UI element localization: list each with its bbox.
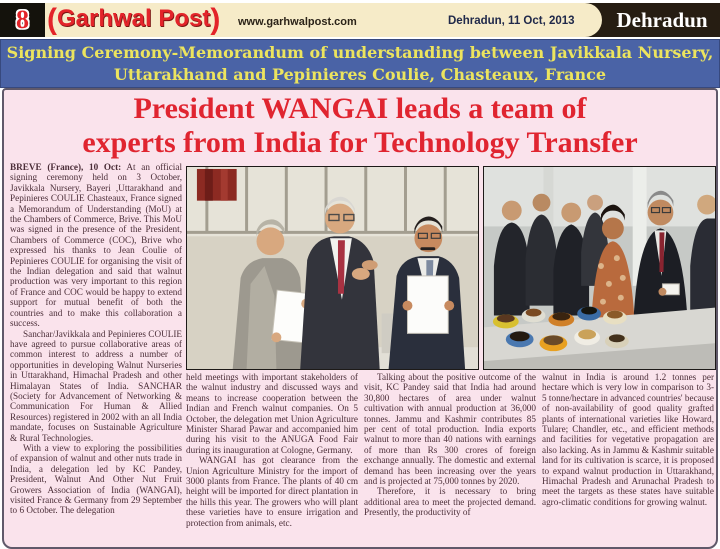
masthead-logo xyxy=(47,3,220,37)
photo-food-fair xyxy=(483,166,716,370)
article-column-2 xyxy=(186,372,358,547)
article-column-4 xyxy=(542,372,714,547)
page-number: 8 xyxy=(16,5,29,34)
photo-signing-ceremony xyxy=(186,166,479,370)
headline-line2: experts from India for Technology Transfer xyxy=(82,126,638,159)
paragraph-text: At an official signing ceremony held on 3 October, Javikkala Nursery, Bayeri ,Uttarakhand and Pepinieres COULIE Chasteaux, France signed a Memorandum of Understanding (MoU) at the Chambers of Commerce, Brive. This MoU was signed in the presence of the President, Chambers of Commerce (COC), Brive who expressed his thanks to Jean Coulie of Pepinieres COULIE for organising the visit of the Indian delegation and said that walnut production was very important to this region of France and COC would be happy to extend support for mutual benefit of both the countries and to make this collaboration a success. xyxy=(10,162,182,329)
website-url: www.garhwalpost.com xyxy=(238,16,357,28)
paragraph: Sanchar/Javikkala and Pepinieres COULIE have agreed to pursue collaborative areas of common interest to address a number of opportunities in developing Walnut Nurseries in Uttarakhand, Himachal Pradesh and other Himalayan States of India. SANCHAR (Society for Advancement of Networking & Communication For Human & Allied Resources) registered in 2002 with an all India mandate, focuses on Sustainable Agriculture & Rural Technologies. xyxy=(10,328,182,443)
article-headline xyxy=(4,92,716,160)
dateline-lead-in: BREVE (France), 10 Oct: xyxy=(10,162,122,172)
paragraph: walnut in India is around 1.2 tonnes per hectare which is very low in comparison to 3-5 tonne/hectare in advanced countries' because of non-availability of good quality grafted plants of international varieties like Howard, Tulare; Chandler, etc., and efficient methods and facilities for vegetative propagation are also lacking. As in Jammu & Kashmir suitable land for its cultivation is scarce, it is proposed to expand walnut production in Uttarakhand, Himachal Pradesh and Arunachal Pradesh to meet the targets as these states have suitable agro-climatic conditions for growing walnut. xyxy=(542,372,714,507)
headline-line1: President WANGAI leads a team of xyxy=(133,92,587,125)
masthead-paren-close: ) xyxy=(210,3,221,36)
food-fair-illustration xyxy=(484,167,715,369)
masthead-title: Garhwal Post xyxy=(57,5,211,32)
edition-name: Dehradun xyxy=(616,7,708,32)
page-number-box xyxy=(0,3,45,37)
masthead-paren-open: ( xyxy=(47,3,57,36)
paragraph xyxy=(10,162,182,329)
masthead-bar xyxy=(0,3,720,37)
subhead-line2: Uttarakhand and Pepinieres Coulie, Chasteaux, France xyxy=(113,64,607,84)
subhead-banner xyxy=(0,39,720,88)
paragraph: WANGAI has got clearance from the Union Agriculture Ministry for the import of 3000 plants from France. The plants of 40 cm height will be imported for direct plantation in the hills this year. The growers who will plant these varieties have to ensure irrigation and protection from animals, etc. xyxy=(186,455,358,528)
dateline: Dehradun, 11 Oct, 2013 xyxy=(448,15,575,27)
paragraph: Talking about the positive outcome of the visit, KC Pandey said that India had around 30,800 hectares of area under walnut cultivation with annual production at 36,000 tonnes. Jammu and Kashmir contributes 85 per cent of total production. India exports walnut to more than 40 nations with earnings of more than Rs 300 crores of foreign exchange annually. The domestic and external demand has been increasing over the years and is projected at 75,000 tonnes by 2020. xyxy=(364,372,536,487)
paragraph: held meetings with important stakeholders of the walnut industry and discussed ways and means to increase cooperation between the Indian and French walnut companies. On 5 October, the delegation met Union Agriculture Minister Sharad Pawar and accompanied him during his visit to the ANUGA Food Fair during its inauguration at Cologne, Germany. xyxy=(186,372,358,455)
article-column-3 xyxy=(364,372,536,547)
article-column-1 xyxy=(10,162,182,547)
signing-ceremony-illustration xyxy=(187,167,478,369)
article-frame xyxy=(2,88,718,549)
subhead-line1: Signing Ceremony-Memorandum of understanding between Javikkala Nursery, xyxy=(6,42,714,62)
paragraph: Therefore, it is necessary to bring additional area to meet the projected demand. Presently, the productivity of xyxy=(364,486,536,518)
paragraph: With a view to exploring the possibilities of expansion of walnut and other nuts trade in India, a delegation led by KC Pandey, President, Walnut And Other Nut Fruit Growers Association of India (WANGAI), visited France & Germany from 29 September to 6 October. The delegation xyxy=(10,442,182,516)
